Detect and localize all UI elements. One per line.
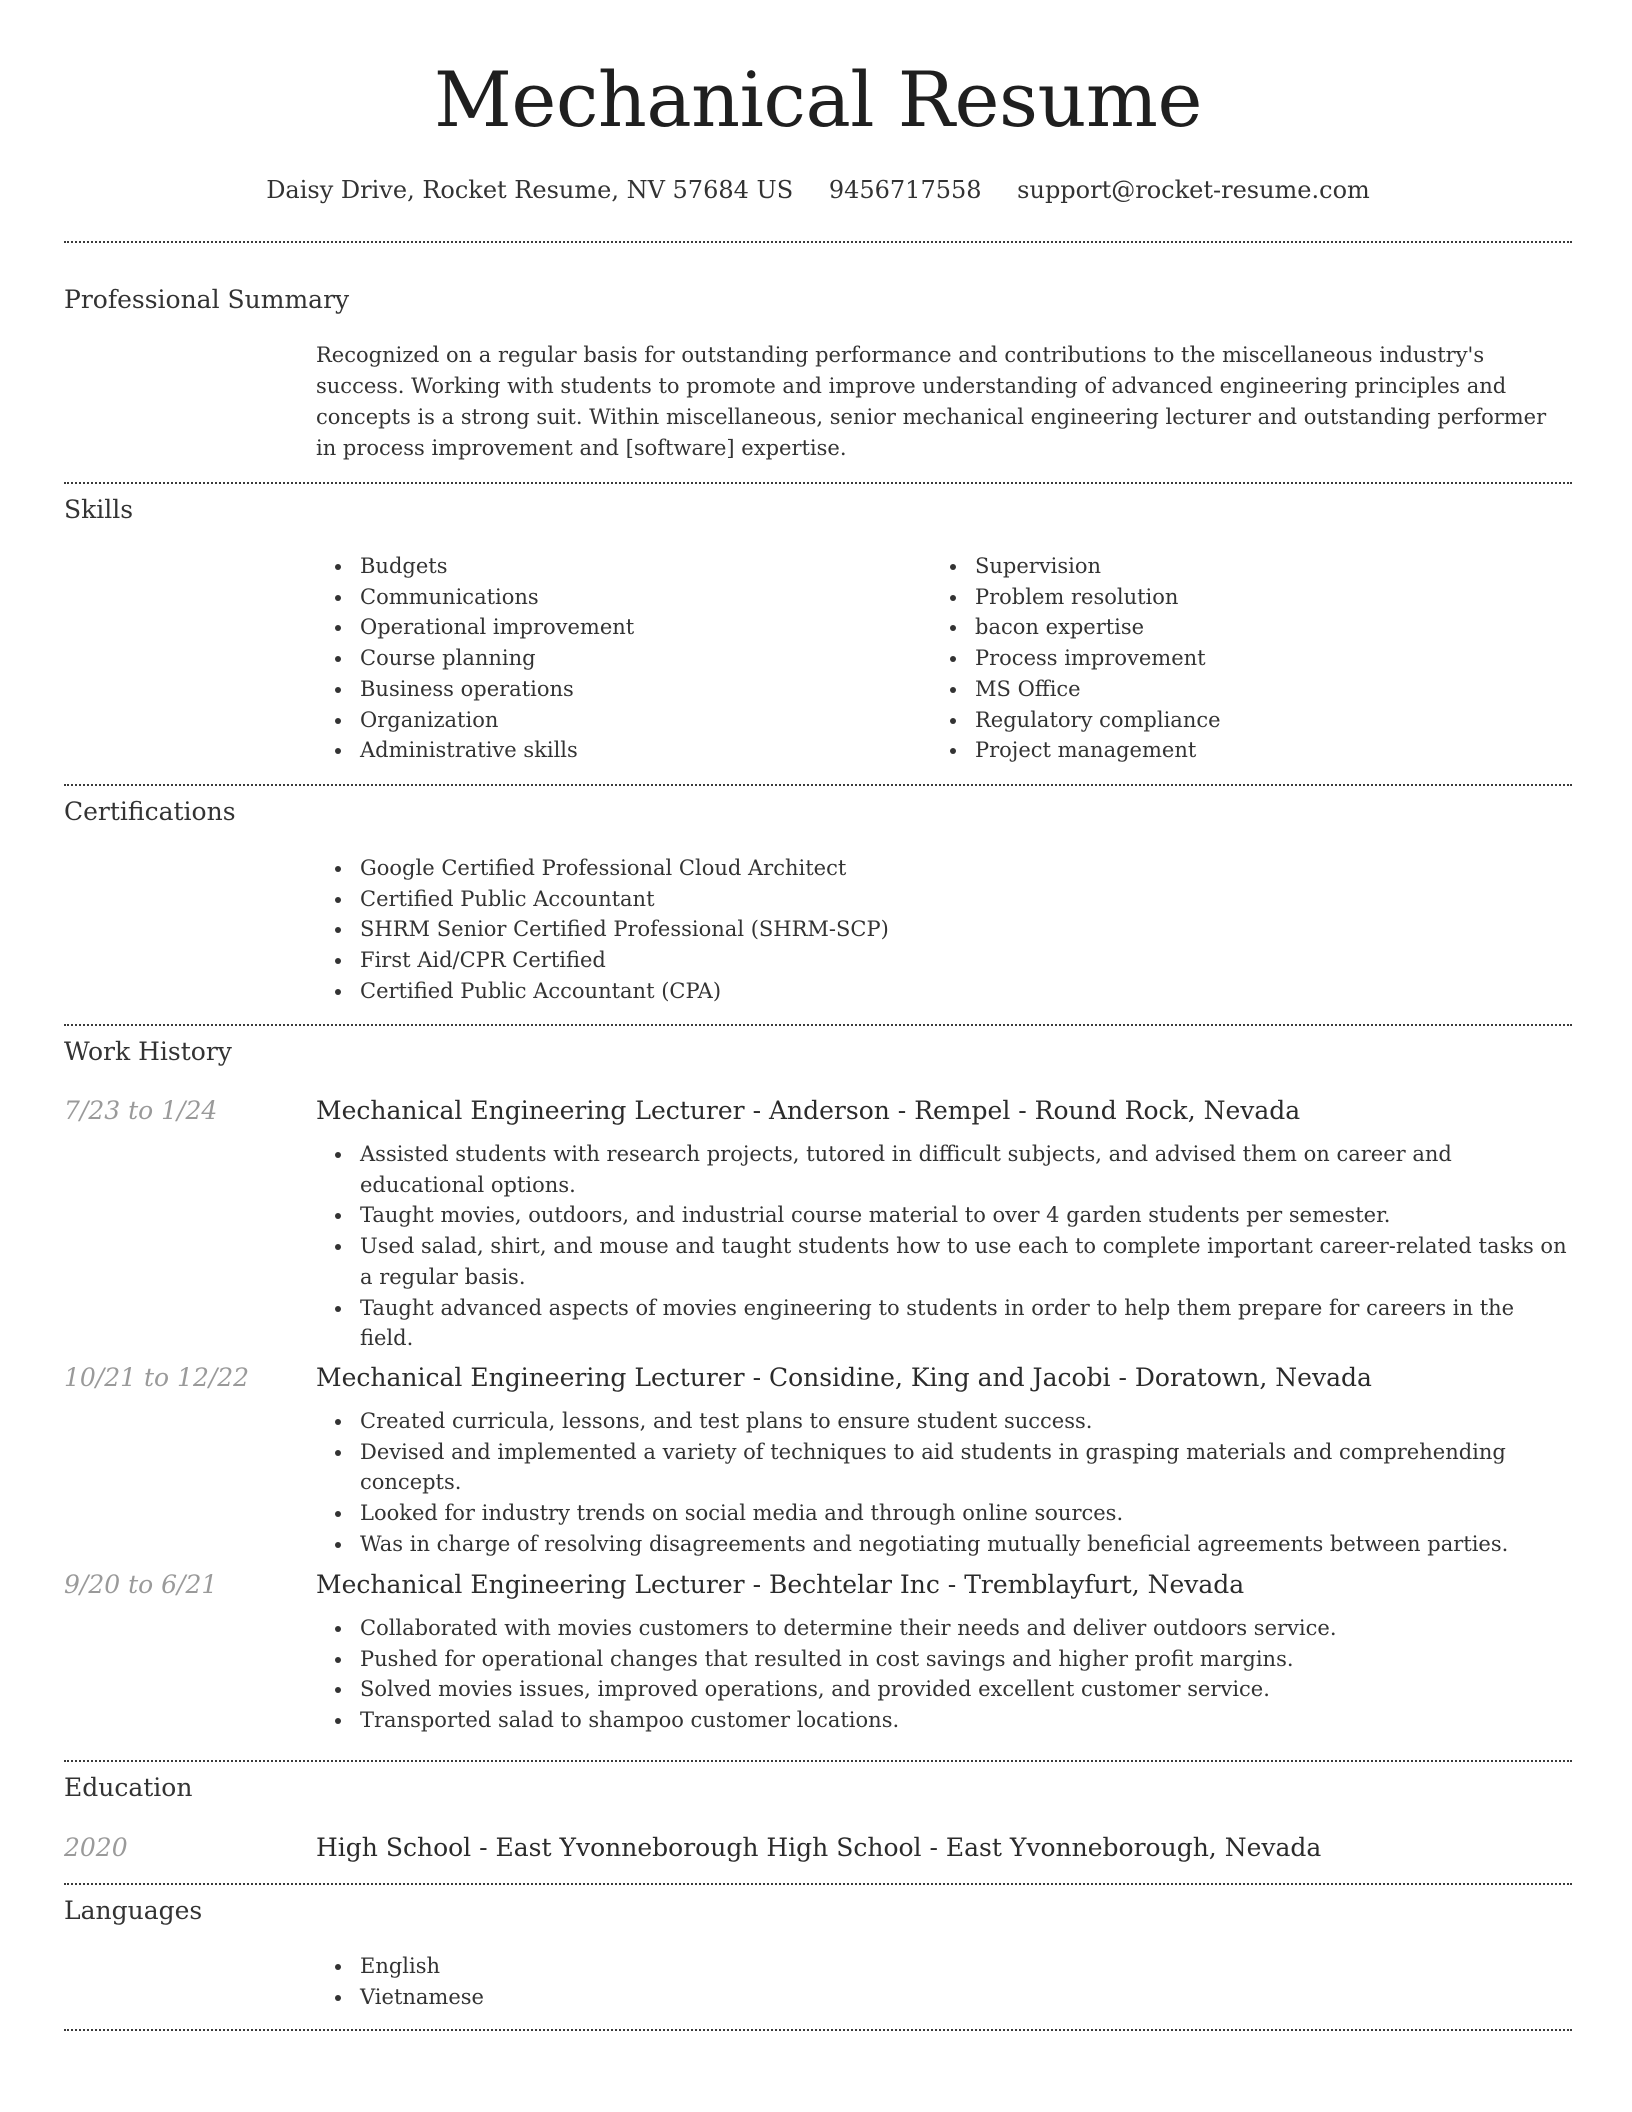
skill-item: Process improvement xyxy=(975,643,1221,674)
contact-phone: 9456717558 xyxy=(828,176,982,204)
skill-item: bacon expertise xyxy=(975,612,1221,643)
job-bullet: Taught advanced aspects of movies engineering to students in order to help them prepare for careers in the field. xyxy=(360,1293,1572,1354)
skill-item: Problem resolution xyxy=(975,582,1221,613)
job-bullet: Transported salad to shampoo customer locations. xyxy=(360,1705,1572,1736)
job-entry xyxy=(316,1360,1572,1560)
skill-item: Regulatory compliance xyxy=(975,705,1221,736)
education-heading: Education xyxy=(64,1773,193,1802)
divider xyxy=(64,482,1572,484)
contact-address: Daisy Drive, Rocket Resume, NV 57684 US xyxy=(266,176,794,204)
job-title: Mechanical Engineering Lecturer - Bechtelar Inc - Tremblayfurt, Nevada xyxy=(316,1570,1245,1599)
divider xyxy=(64,1760,1572,1762)
job-bullet: Collaborated with movies customers to determine their needs and deliver outdoors service. xyxy=(360,1613,1572,1644)
certification-item: First Aid/CPR Certified xyxy=(360,945,1572,976)
certifications-list xyxy=(316,853,1572,1007)
summary-text: Recognized on a regular basis for outstanding performance and contributions to the miscellaneous industry's success. Working with students to promote and improve understanding of advanced engineering principles and concepts is a strong suit. Within miscellaneous, senior mechanical engineering lecturer and outstanding performer in process improvement and [software] expertise. xyxy=(316,343,1547,460)
certifications-heading: Certifications xyxy=(64,797,236,826)
job-dates: 9/20 to 6/21 xyxy=(64,1570,218,1599)
skill-item: Project management xyxy=(975,735,1221,766)
skill-item: Administrative skills xyxy=(360,735,634,766)
language-item: English xyxy=(360,1951,1572,1982)
job-bullet: Created curricula, lessons, and test plans to ensure student success. xyxy=(360,1406,1572,1437)
job-entry xyxy=(316,1567,1572,1736)
certification-item: SHRM Senior Certified Professional (SHRM-SCP) xyxy=(360,914,1572,945)
job-bullet: Looked for industry trends on social media and through online sources. xyxy=(360,1498,1572,1529)
divider xyxy=(64,1024,1572,1026)
divider xyxy=(64,241,1572,243)
skills-column-right xyxy=(931,551,1221,766)
skill-item: Supervision xyxy=(975,551,1221,582)
skill-item: MS Office xyxy=(975,674,1221,705)
skills-column-left xyxy=(316,551,634,766)
divider xyxy=(64,1883,1572,1885)
certification-item: Certified Public Accountant xyxy=(360,884,1572,915)
job-dates: 10/21 to 12/22 xyxy=(64,1363,250,1392)
resume-name: Mechanical Resume xyxy=(434,55,1202,144)
job-bullet: Solved movies issues, improved operations, and provided excellent customer service. xyxy=(360,1674,1572,1705)
job-bullet: Assisted students with research projects, tutored in difficult subjects, and advised them on career and educational options. xyxy=(360,1139,1572,1200)
work-history-heading: Work History xyxy=(64,1037,232,1066)
job-title: Mechanical Engineering Lecturer - Anderson - Rempel - Round Rock, Nevada xyxy=(316,1096,1301,1125)
skill-item: Business operations xyxy=(360,674,634,705)
job-bullet: Was in charge of resolving disagreements and negotiating mutually beneficial agreements between parties. xyxy=(360,1529,1572,1560)
skills-heading: Skills xyxy=(64,495,134,524)
contact-email: support@rocket-resume.com xyxy=(1017,176,1370,204)
job-bullet: Taught movies, outdoors, and industrial course material to over 4 garden students per semester. xyxy=(360,1200,1572,1231)
skill-item: Organization xyxy=(360,705,634,736)
skill-item: Course planning xyxy=(360,643,634,674)
certification-item: Google Certified Professional Cloud Architect xyxy=(360,853,1572,884)
job-dates: 7/23 to 1/24 xyxy=(64,1096,218,1125)
education-entry: High School - East Yvonneborough High School - East Yvonneborough, Nevada xyxy=(316,1833,1322,1862)
skill-item: Operational improvement xyxy=(360,612,634,643)
job-bullet: Devised and implemented a variety of techniques to aid students in grasping materials and comprehending concepts. xyxy=(360,1437,1572,1498)
job-bullet: Used salad, shirt, and mouse and taught students how to use each to complete important career-related tasks on a regular basis. xyxy=(360,1231,1572,1292)
skill-item: Communications xyxy=(360,582,634,613)
summary-heading: Professional Summary xyxy=(64,285,350,314)
job-entry xyxy=(316,1093,1572,1354)
education-year: 2020 xyxy=(64,1833,128,1862)
divider xyxy=(64,784,1572,786)
contact-line xyxy=(64,170,1572,210)
job-title: Mechanical Engineering Lecturer - Considine, King and Jacobi - Doratown, Nevada xyxy=(316,1363,1372,1392)
skill-item: Budgets xyxy=(360,551,634,582)
certification-item: Certified Public Accountant (CPA) xyxy=(360,976,1572,1007)
job-bullet: Pushed for operational changes that resulted in cost savings and higher profit margins. xyxy=(360,1644,1572,1675)
skills-list xyxy=(316,551,1572,771)
languages-heading: Languages xyxy=(64,1896,203,1925)
divider xyxy=(64,2029,1572,2031)
languages-list xyxy=(316,1951,1572,2012)
language-item: Vietnamese xyxy=(360,1982,1572,2013)
